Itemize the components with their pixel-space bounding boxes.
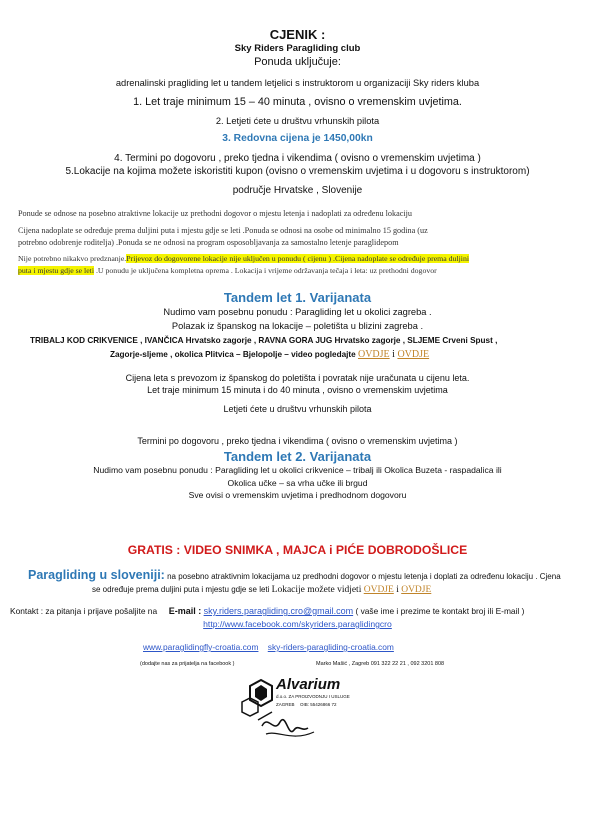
note-prereq-line-2 (18, 266, 437, 275)
variant-2-location: Okolica učke – sa vrha učke ili brgud (227, 478, 368, 488)
variant-1-link-separator: i (389, 349, 398, 360)
slovenia-text: na posebno atraktivnim lokacijama uz predhodni dogovor o mjestu letenja i doplati za određenu lokaciju . Cjena (164, 572, 561, 581)
intro-item-1: 1. Let traje minimum 15 – 40 minuta , ovisno o vremenskim uvjetima. (133, 96, 462, 108)
variant-1-heading: Tandem let 1. Varijanata (223, 290, 372, 305)
slovenia-text-cont: se određuje prema duljini puta i mjestu gdje se leti (92, 585, 272, 594)
gratis-banner: GRATIS : VIDEO SNIMKA , MAJCA i PIĆE DOBRODOŠLICE (127, 543, 468, 557)
variant-1-offer: Nudimo vam posebnu ponudu : Paragliding let u okolici zagreba . (163, 307, 432, 317)
email-link[interactable]: sky.riders.paragliding.cro@gmail.com (203, 606, 354, 616)
club-name: Sky Riders Paragliding club (234, 43, 361, 54)
site-link-paraglidingfly[interactable]: www.paraglidingfly-croatia.com (143, 642, 259, 652)
company-stamp (228, 672, 358, 764)
variant-2-conditions: Sve ovisi o vremenskim uvjetima i predhodnom dogovoru (188, 490, 407, 500)
variant-1-departure: Polazak iz španskog na lokacije – poletišta u blizini zagreba . (171, 321, 424, 331)
intro-item-4: 4. Termini po dogovoru , preko tjedna i vikendima ( ovisno o vremenskim uvjetima ) (114, 153, 481, 164)
footer-sites (143, 642, 394, 652)
slovenia-line-1 (28, 568, 561, 582)
slovenia-line-2 (92, 585, 431, 595)
note-surcharge-highlight: Cijena nadoplate se određuje prema duljini (335, 254, 470, 263)
variant-1-pilots: Letjeti ćete u društvu vrhunskih pilota (223, 404, 372, 414)
variant-1-locations-line-2 (110, 349, 429, 360)
intro-item-5-regions: područje Hrvatske , Slovenije (232, 185, 363, 196)
intro-item-5: 5.Lokacije na kojima možete iskoristiti kupon (ovisno o vremenskim uvjetima i u dogovoru s instruktorom) (65, 166, 530, 177)
note-locations: Ponude se odnose na posebno atraktivne lokacije uz prethodni dogovor o mjestu letenja i nadoplati za određenu lokaciju (18, 209, 413, 218)
email-note: ( vaše ime i prezime te kontakt broj ili E-mail ) (353, 606, 525, 616)
contact-prefix: Kontakt : za pitanja i prijave pošaljite na (10, 606, 158, 616)
intro-description: adrenalinski pragliding let u tandem letjelici s instruktorom u organizaciji Sky riders kluba (115, 78, 480, 88)
stamp-city: ZAGREB (276, 702, 295, 707)
regular-price: 3. Redovna cijena je 1450,00kn (222, 133, 373, 144)
slovenia-link-2[interactable]: OVDJE (401, 585, 432, 595)
slovenia-link-separator: i (393, 585, 402, 595)
variant-1-locations-text: Zagorje-sljeme , okolica Plitvica – Bjelopolje – video pogledajte (110, 350, 358, 359)
contact-line (10, 606, 524, 616)
offer-includes-label: Ponuda uključuje: (254, 56, 341, 68)
variant-1-duration: Let traje minimum 15 minuta i do 40 minuta , ovisno o vremenskim uvjetima (147, 385, 448, 395)
note-transport-highlight: Prijevoz do dogovorene lokacije nije uključen u ponudu ( cijenu ) . (126, 254, 335, 263)
contact-person: Marko Mašić , Zagreb 091 322 22 21 , 092 3201 808 (316, 661, 445, 667)
stamp-oib: OIB: 55426866 72 (300, 702, 337, 707)
note-price-line-2: potrebno odobrenje roditelja) .Ponuda se ne odnosi na program osposobljavanja za samostalno letenje paraglidерom (18, 238, 399, 247)
note-prereq-line-1 (18, 254, 469, 263)
variant-2-offer: Nudimo vam posebnu ponudu : Paragliding let u okolici crikvenice – tribalj ili Okolica Buzeta - raspadalica ili (93, 465, 502, 475)
variant-1-video-link-1[interactable]: OVDJE (357, 349, 390, 360)
intro-item-2: 2. Letjeti ćete u društvu vrhunskih pilota (215, 116, 380, 126)
slovenia-video-text: Lokacije možete vidjeti (271, 585, 364, 595)
email-label: E-mail : (168, 606, 202, 616)
page-title: CJENIK : (269, 27, 326, 42)
variant-2-heading: Tandem let 2. Varijanata (223, 449, 372, 464)
variant-1-locations-line-1: TRIBALJ KOD CRIKVENICE , IVANČICA Hrvatsko zagorje , RAVNA GORA JUG Hrvatsko zagorje , SLJEME Crveni Spust , (30, 336, 498, 345)
facebook-friend-note: (dodajte nas za prijatelja na facebook ) (140, 661, 235, 667)
note-distance-highlight: puta i mjestu gdje se leti (18, 266, 95, 275)
variant-1-transport-note: Cijena leta s prevozom iz španskog do poletišta i povratak nije uračunata u cijenu leta. (125, 373, 470, 383)
note-no-knowledge: Nije potrebno nikakvo predznanje. (18, 254, 127, 263)
stamp-subtitle: d.o.o. ZA PROIZVODNJU I USLUGE (276, 694, 350, 699)
stamp-company-name: Alvarium (276, 676, 341, 693)
site-link-sky-riders[interactable]: sky-riders-paragliding-croatia.com (267, 642, 394, 652)
variant-1-schedule: Termini po dogovoru , preko tjedna i vikendima ( ovisno o vremenskim uvjetima ) (137, 436, 458, 446)
slovenia-label: Paragliding u sloveniji: (28, 568, 165, 582)
slovenia-link-1[interactable]: OVDJE (363, 585, 394, 595)
facebook-line (0, 619, 595, 629)
note-price-line-1: Cijena nadoplate se određuje prema duljini puta i mjestu gdje se leti .Ponuda se odnosi na osobe od minimalno 15 godina (uz (18, 226, 428, 235)
variant-1-video-link-2[interactable]: OVDJE (397, 349, 430, 360)
note-equipment: .U ponudu je uključena kompletna oprema . Lokacija i vrijeme održavanja tečaja i leta: uz prethodni dogovor (94, 266, 437, 275)
facebook-link[interactable]: http://www.facebook.com/skyriders.paraglidingcro (203, 619, 392, 629)
